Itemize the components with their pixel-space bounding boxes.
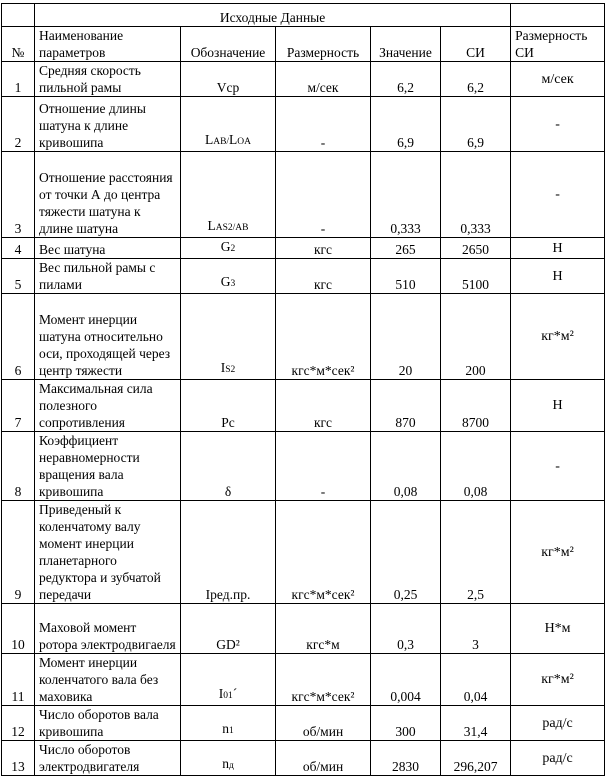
symbol-cell <box>181 294 276 380</box>
header-si: СИ <box>441 27 511 62</box>
table-row <box>2 432 605 501</box>
symbol-cell <box>181 259 276 294</box>
unit-cell: кгс <box>276 238 371 259</box>
table-title: Исходные Данные <box>35 4 511 27</box>
parameter-name: Момент инерции коленчатого вала без маховика <box>35 654 181 706</box>
table-row <box>2 380 605 432</box>
symbol-part: 3 <box>230 279 236 289</box>
symbol-cell <box>181 380 276 432</box>
row-number: 3 <box>2 152 35 238</box>
symbol-part: OA <box>237 137 252 147</box>
si-value-cell: 31,4 <box>441 706 511 741</box>
parameter-name: Максимальная сила полезного сопротивления <box>35 380 181 432</box>
table-row <box>2 604 605 654</box>
parameter-name: Отношение длины шатуна к длине кривошипа <box>35 97 181 152</box>
row-number: 9 <box>2 501 35 604</box>
symbol-part: AB/ <box>213 137 230 147</box>
si-value-cell: 3 <box>441 604 511 654</box>
source-data-table <box>1 3 605 776</box>
unit-cell: - <box>276 152 371 238</box>
value-cell: 6,2 <box>371 62 441 97</box>
unit-cell: м/сек <box>276 62 371 97</box>
symbol-part: Vср <box>216 80 240 95</box>
row-number: 8 <box>2 432 35 501</box>
unit-cell: об/мин <box>276 706 371 741</box>
symbol-part: д <box>228 761 234 771</box>
si-unit-cell: кг*м² <box>511 501 605 604</box>
si-unit-cell: рад/с <box>511 741 605 776</box>
si-unit-cell: - <box>511 152 605 238</box>
unit-cell: кгс*м*сек² <box>276 501 371 604</box>
parameter-name: Вес пильной рамы с пилами <box>35 259 181 294</box>
parameter-name: Маховой момент ротора электродвигаеля <box>35 604 181 654</box>
symbol-cell <box>181 741 276 776</box>
si-unit-cell: рад/с <box>511 706 605 741</box>
value-cell: 20 <box>371 294 441 380</box>
symbol-cell <box>181 501 276 604</box>
unit-cell: кгс <box>276 380 371 432</box>
si-unit-cell: - <box>511 432 605 501</box>
value-cell: 0,25 <box>371 501 441 604</box>
parameter-name: Приведеный к коленчатому валу момент инерции планетарного редуктора и зубчатой передачи <box>35 501 181 604</box>
value-cell: 300 <box>371 706 441 741</box>
value-cell: 6,9 <box>371 97 441 152</box>
table-row <box>2 238 605 259</box>
value-cell: 0,004 <box>371 654 441 706</box>
si-value-cell: 296,207 <box>441 741 511 776</box>
header-row <box>2 27 605 62</box>
si-unit-cell: Н*м <box>511 604 605 654</box>
si-value-cell: 0,04 <box>441 654 511 706</box>
row-number: 1 <box>2 62 35 97</box>
si-value-cell: 2650 <box>441 238 511 259</box>
symbol-part: 01 <box>223 691 233 701</box>
table-row <box>2 62 605 97</box>
symbol-cell <box>181 604 276 654</box>
parameter-name: Момент инерции шатуна относительно оси, проходящей через центр тяжести <box>35 294 181 380</box>
si-value-cell: 8700 <box>441 380 511 432</box>
symbol-cell <box>181 238 276 259</box>
symbol-cell <box>181 654 276 706</box>
parameter-name: Вес шатуна <box>35 238 181 259</box>
si-unit-cell: м/сек <box>511 62 605 97</box>
symbol-part: I <box>220 360 226 375</box>
si-value-cell: 6,2 <box>441 62 511 97</box>
symbol-part: δ <box>224 484 232 499</box>
table-row <box>2 741 605 776</box>
symbol-part: n <box>222 721 229 736</box>
si-unit-cell: Н <box>511 259 605 294</box>
value-cell: 510 <box>371 259 441 294</box>
value-cell: 2830 <box>371 741 441 776</box>
symbol-part: I <box>218 686 224 701</box>
symbol-cell <box>181 706 276 741</box>
unit-cell: кгс <box>276 259 371 294</box>
symbol-cell <box>181 97 276 152</box>
symbol-part: L <box>204 132 214 147</box>
parameter-name: Число оборотов вала кривошипа <box>35 706 181 741</box>
table-row <box>2 294 605 380</box>
table-row <box>2 706 605 741</box>
symbol-part: G <box>220 239 231 254</box>
parameter-name: Средняя скорость пильной рамы <box>35 62 181 97</box>
parameter-name: Отношение расстояния от точки А до центра тяжести шатуна к длине шатуна <box>35 152 181 238</box>
header-symbol: Обозначение <box>181 27 276 62</box>
value-cell: 0,3 <box>371 604 441 654</box>
symbol-part: 2 <box>230 244 236 254</box>
parameter-name: Коэффициент неравномерности вращения вала кривошипа <box>35 432 181 501</box>
symbol-cell <box>181 62 276 97</box>
symbol-part: G <box>220 274 231 289</box>
row-number: 12 <box>2 706 35 741</box>
symbol-part: Pc <box>221 415 235 430</box>
row-number: 7 <box>2 380 35 432</box>
symbol-part: S2 <box>225 365 236 375</box>
row-number: 11 <box>2 654 35 706</box>
header-name: Наименование параметров <box>35 27 181 62</box>
symbol-cell <box>181 152 276 238</box>
symbol-part: AS2/AB <box>215 223 249 233</box>
title-row <box>2 4 605 27</box>
row-number: 2 <box>2 97 35 152</box>
symbol-part: L <box>207 218 216 233</box>
si-value-cell: 2,5 <box>441 501 511 604</box>
symbol-cell <box>181 432 276 501</box>
header-num: № <box>2 27 35 62</box>
unit-cell: кгс*м*сек² <box>276 294 371 380</box>
si-unit-cell: - <box>511 97 605 152</box>
si-value-cell: 0,08 <box>441 432 511 501</box>
row-number: 4 <box>2 238 35 259</box>
symbol-part: L <box>229 132 238 147</box>
unit-cell: кгс*м <box>276 604 371 654</box>
value-cell: 0,08 <box>371 432 441 501</box>
symbol-part: 1 <box>229 726 234 736</box>
si-unit-cell: Н <box>511 380 605 432</box>
symbol-part: n <box>222 756 229 771</box>
row-number: 5 <box>2 259 35 294</box>
table-row <box>2 654 605 706</box>
parameter-name: Число оборотов электродвигателя <box>35 741 181 776</box>
value-cell: 870 <box>371 380 441 432</box>
si-value-cell: 5100 <box>441 259 511 294</box>
table-row <box>2 97 605 152</box>
value-cell: 0,333 <box>371 152 441 238</box>
unit-cell: - <box>276 432 371 501</box>
si-value-cell: 0,333 <box>441 152 511 238</box>
header-unit: Размерность <box>276 27 371 62</box>
si-unit-cell: Н <box>511 238 605 259</box>
header-si-unit: Размерность СИ <box>511 27 605 62</box>
unit-cell: кгс*м*сек² <box>276 654 371 706</box>
symbol-part: Iред.пр. <box>205 587 251 602</box>
symbol-part: GD² <box>216 637 240 652</box>
header-value: Значение <box>371 27 441 62</box>
row-number: 6 <box>2 294 35 380</box>
value-cell: 265 <box>371 238 441 259</box>
table-row <box>2 152 605 238</box>
table-row <box>2 259 605 294</box>
symbol-part: ˊ <box>232 686 238 701</box>
table-row <box>2 501 605 604</box>
si-unit-cell: кг*м² <box>511 654 605 706</box>
si-value-cell: 200 <box>441 294 511 380</box>
row-number: 13 <box>2 741 35 776</box>
si-unit-cell: кг*м² <box>511 294 605 380</box>
row-number: 10 <box>2 604 35 654</box>
unit-cell: - <box>276 97 371 152</box>
unit-cell: об/мин <box>276 741 371 776</box>
si-value-cell: 6,9 <box>441 97 511 152</box>
